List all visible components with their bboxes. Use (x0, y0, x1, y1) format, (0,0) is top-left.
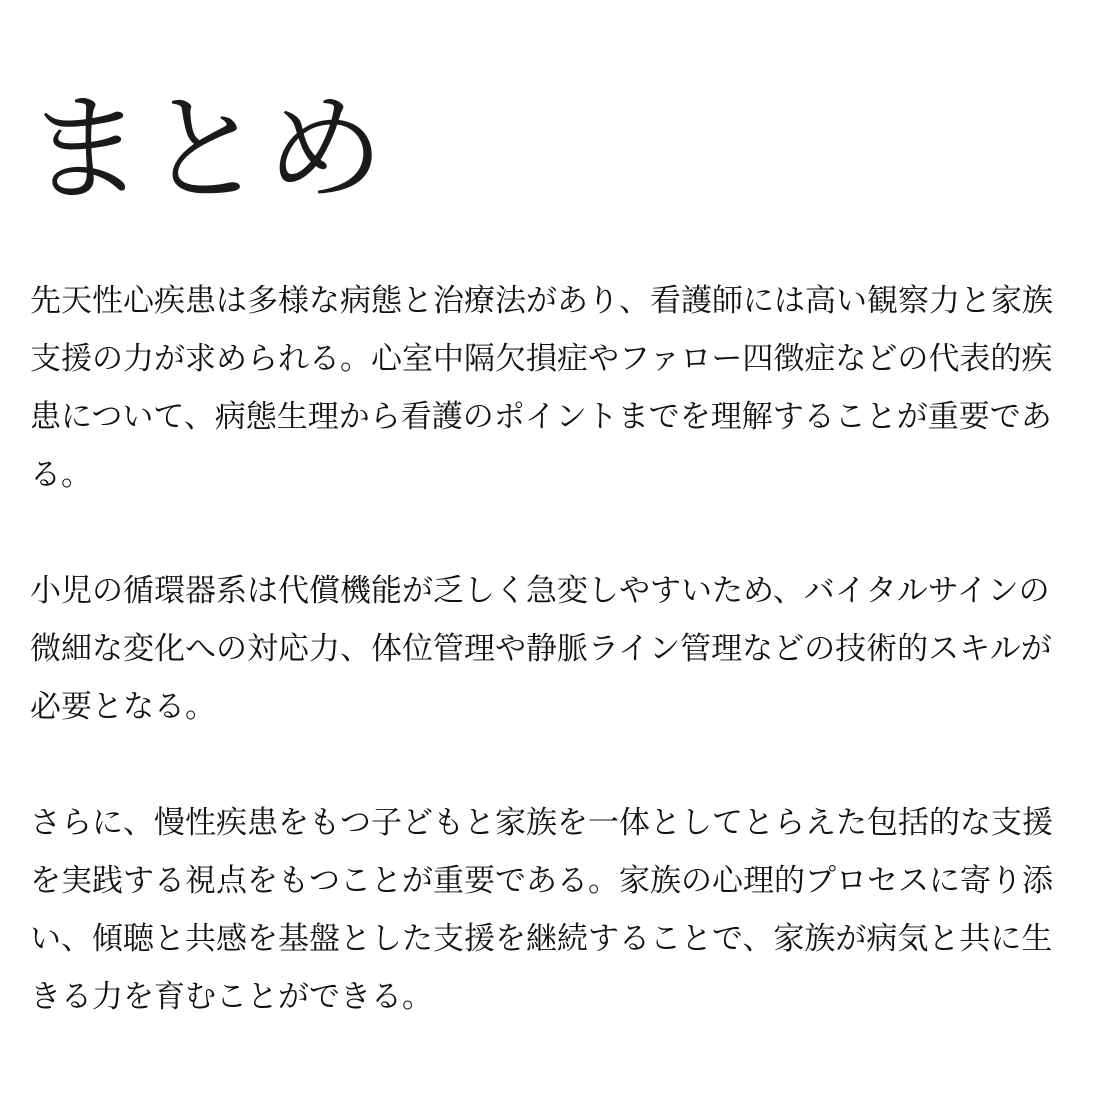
slide-title: まとめ (26, 80, 387, 218)
paragraph-circulatory-system: 小児の循環器系は代償機能が乏しく急変しやすいため、バイタルサインの微細な変化への対応力、体位管理や静脈ライン管理などの技術的スキルが必要となる。 (30, 573, 1052, 725)
paragraph-family-support: さらに、慢性疾患をもつ子どもと家族を一体としてとらえた包括的な支援を実践する視点をもつことが重要である。家族の心理的プロセスに寄り添い、傾聴と共感を基盤とした支援を継続することで、家族が病気と共に生きる力を育むことができる。 (30, 805, 1053, 1015)
paragraph-congenital-heart-disease: 先天性心疾患は多様な病態と治療法があり、看護師には高い観察力と家族支援の力が求められる。心室中隔欠損症やファロー四徴症などの代表的疾患について、病態生理から看護のポイントまでを理解することが重要である。 (30, 283, 1053, 493)
slide-body (30, 272, 1074, 1026)
